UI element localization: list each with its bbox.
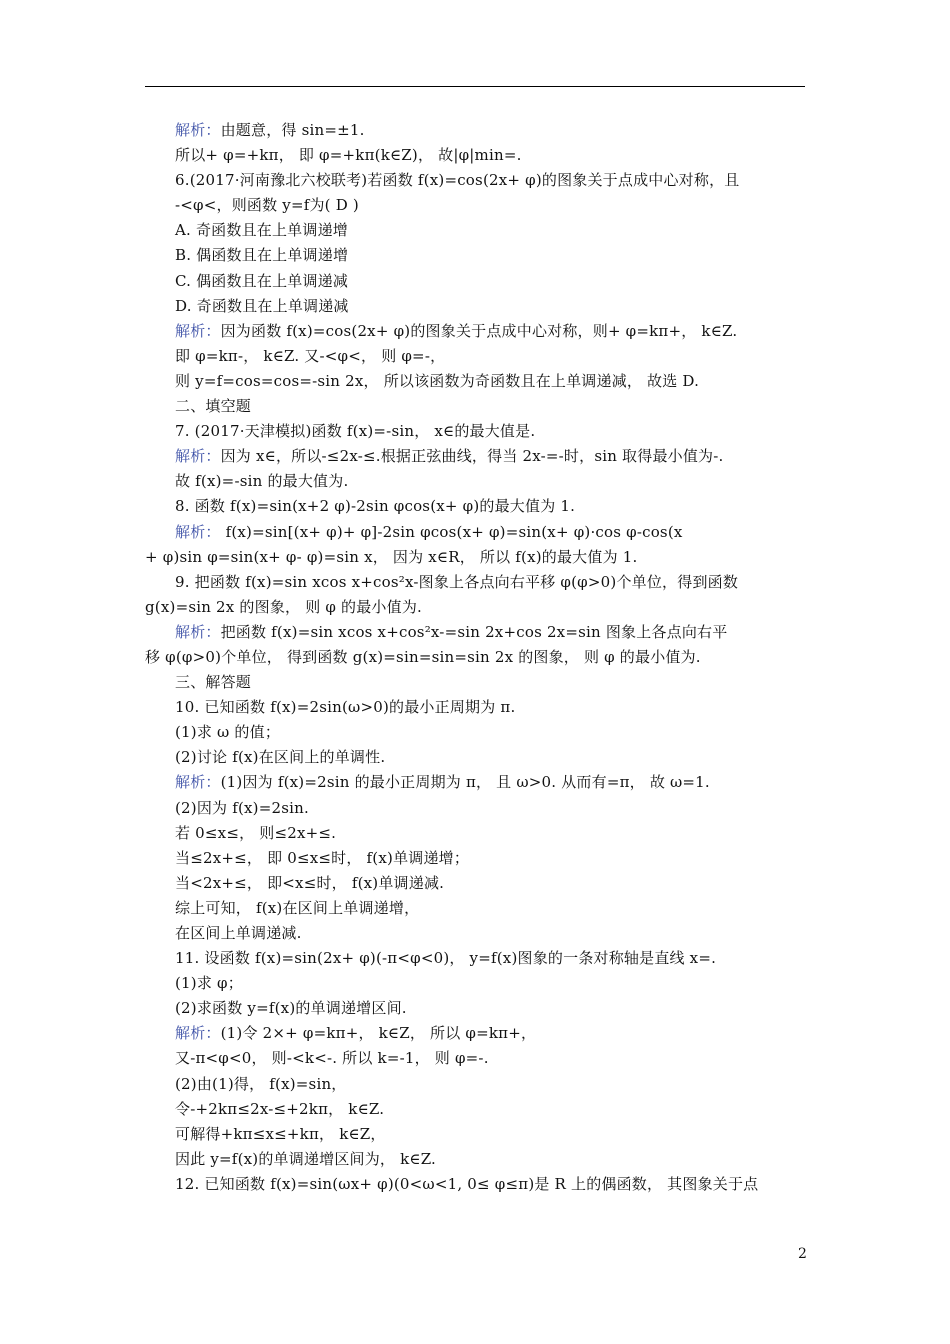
text-line <box>145 1046 807 1071</box>
text-line <box>145 319 807 344</box>
line-text: 9. 把函数 f(x)=sin xcos x+cos²x-图象上各点向右平移 φ(φ>0)个单位，得到函数 <box>175 572 739 591</box>
header-rule <box>145 86 805 87</box>
line-text: 当<2x+≤， 即<x≤时， f(x)单调递减. <box>175 873 445 892</box>
line-text: C. 偶函数且在上单调递减 <box>175 271 349 290</box>
text-line <box>145 545 807 570</box>
text-line <box>145 168 807 193</box>
line-text: 在区间上单调递减. <box>175 924 302 942</box>
text-line <box>145 419 807 444</box>
line-text: 三、解答题 <box>175 673 252 692</box>
text-line <box>145 570 807 595</box>
text-line <box>145 1072 807 1097</box>
text-line <box>145 996 807 1021</box>
line-text: 移 φ(φ>0)个单位， 得到函数 g(x)=sin=sin=sin 2x 的图象， 则 φ 的最小值为. <box>145 647 701 666</box>
line-text: 10. 已知函数 f(x)=2sin(ω>0)的最小正周期为 π. <box>175 698 516 717</box>
line-text: 所以+ φ=+kπ， 即 φ=+kπ(k∈Z)， 故|φ|min=. <box>175 146 522 165</box>
line-text: 二、填空题 <box>175 397 252 416</box>
line-text: (2)由(1)得， f(x)=sin， <box>175 1074 347 1093</box>
text-line <box>145 1097 807 1122</box>
text-line <box>145 871 807 896</box>
text-line <box>145 394 807 419</box>
text-line <box>145 921 807 946</box>
line-text: 故 f(x)=-sin 的最大值为. <box>175 472 349 491</box>
text-line <box>145 1021 807 1046</box>
text-line <box>145 193 807 218</box>
line-text: A. 奇函数且在上单调递增 <box>175 221 348 240</box>
line-text: (1)求 ω 的值； <box>175 723 281 742</box>
text-line <box>145 645 807 670</box>
text-line <box>145 595 807 620</box>
text-line <box>145 946 807 971</box>
line-text: (2)求函数 y=f(x)的单调递增区间. <box>175 999 407 1018</box>
line-text: 即 φ=kπ-， k∈Z. 又-<φ<， 则 φ=-， <box>175 346 446 365</box>
text-line <box>145 369 807 394</box>
line-text: 因此 y=f(x)的单调递增区间为， k∈Z. <box>175 1149 437 1168</box>
text-line <box>145 344 807 369</box>
text-line <box>145 821 807 846</box>
line-text: 当≤2x+≤， 即 0≤x≤时， f(x)单调递增； <box>175 848 470 867</box>
line-text: (2)讨论 f(x)在区间上的单调性. <box>175 748 386 767</box>
text-line <box>145 695 807 720</box>
text-line <box>145 1172 807 1197</box>
line-text: 把函数 f(x)=sin xcos x+cos²x-=sin 2x+cos 2x=sin 图象上各点向右平 <box>220 622 728 641</box>
line-text: (2)因为 f(x)=2sin. <box>175 798 309 817</box>
line-text: (1)因为 f(x)=2sin 的最小正周期为 π， 且 ω>0. 从而有=π， 故 ω=1. <box>220 773 710 792</box>
text-line <box>145 670 807 695</box>
text-line <box>145 494 807 519</box>
text-line <box>145 720 807 745</box>
text-line <box>145 971 807 996</box>
text-line <box>145 520 807 545</box>
text-line <box>145 846 807 871</box>
text-line <box>145 896 807 921</box>
line-text: (1)求 φ； <box>175 974 243 993</box>
line-text: 因为 x∈，所以-≤2x-≤.根据正弦曲线，得当 2x-=-时，sin 取得最小值为-. <box>220 447 724 466</box>
solution-label: 解析： <box>175 447 221 466</box>
document-body <box>145 118 807 1197</box>
text-line <box>145 1147 807 1172</box>
text-line <box>145 469 807 494</box>
line-text: 综上可知， f(x)在区间上单调递增， <box>175 898 420 917</box>
text-line <box>145 269 807 294</box>
solution-label: 解析： <box>175 522 221 541</box>
line-text: B. 偶函数且在上单调递增 <box>175 246 349 265</box>
text-line <box>145 118 807 143</box>
solution-label: 解析： <box>175 773 221 792</box>
line-text: 若 0≤x≤， 则≤2x+≤. <box>175 823 337 842</box>
text-line <box>145 1122 807 1147</box>
line-text: -<φ<，则函数 y=f为( D ) <box>175 196 359 215</box>
line-text: 6.(2017·河南豫北六校联考)若函数 f(x)=cos(2x+ φ)的图象关于点成中心对称，且 <box>175 171 740 190</box>
line-text: 又-π<φ<0， 则-<k<-. 所以 k=-1， 则 φ=-. <box>175 1049 489 1068</box>
text-line <box>145 620 807 645</box>
text-line <box>145 745 807 770</box>
text-line <box>145 143 807 168</box>
text-line <box>145 796 807 821</box>
page-number: 2 <box>798 1246 807 1262</box>
line-text: 令-+2kπ≤2x-≤+2kπ， k∈Z. <box>175 1099 385 1118</box>
line-text: 则 y=f=cos=cos=-sin 2x， 所以该函数为奇函数且在上单调递减， 故选 D. <box>175 371 700 390</box>
solution-label: 解析： <box>175 622 221 641</box>
text-line <box>145 218 807 243</box>
line-text: 可解得+kπ≤x≤+kπ， k∈Z， <box>175 1124 386 1143</box>
line-text: 因为函数 f(x)=cos(2x+ φ)的图象关于点成中心对称，则+ φ=kπ+， k∈Z. <box>220 321 738 340</box>
line-text: 由题意，得 sin=±1. <box>220 121 365 139</box>
solution-label: 解析： <box>175 1024 221 1043</box>
solution-label: 解析： <box>175 121 221 139</box>
line-text: 8. 函数 f(x)=sin(x+2 φ)-2sin φcos(x+ φ)的最大值为 1. <box>175 497 576 516</box>
line-text: 11. 设函数 f(x)=sin(2x+ φ)(-π<φ<0)， y=f(x)图象的一条对称轴是直线 x=. <box>175 949 717 968</box>
line-text: (1)令 2×+ φ=kπ+， k∈Z， 所以 φ=kπ+， <box>220 1024 537 1043</box>
line-text: f(x)=sin[(x+ φ)+ φ]-2sin φcos(x+ φ)=sin(x+ φ)·cos φ-cos(x <box>220 522 683 541</box>
line-text: D. 奇函数且在上单调递减 <box>175 296 349 315</box>
line-text: + φ)sin φ=sin(x+ φ- φ)=sin x， 因为 x∈R， 所以 f(x)的最大值为 1. <box>145 547 638 566</box>
line-text: 12. 已知函数 f(x)=sin(ωx+ φ)(0<ω<1, 0≤ φ≤π)是 R 上的偶函数， 其图象关于点 <box>175 1174 759 1193</box>
text-line <box>145 444 807 469</box>
text-line <box>145 770 807 795</box>
solution-label: 解析： <box>175 321 221 340</box>
line-text: g(x)=sin 2x 的图象， 则 φ 的最小值为. <box>145 597 423 616</box>
line-text: 7. (2017·天津模拟)函数 f(x)=-sin， x∈的最大值是. <box>175 422 536 441</box>
text-line <box>145 243 807 268</box>
text-line <box>145 294 807 319</box>
